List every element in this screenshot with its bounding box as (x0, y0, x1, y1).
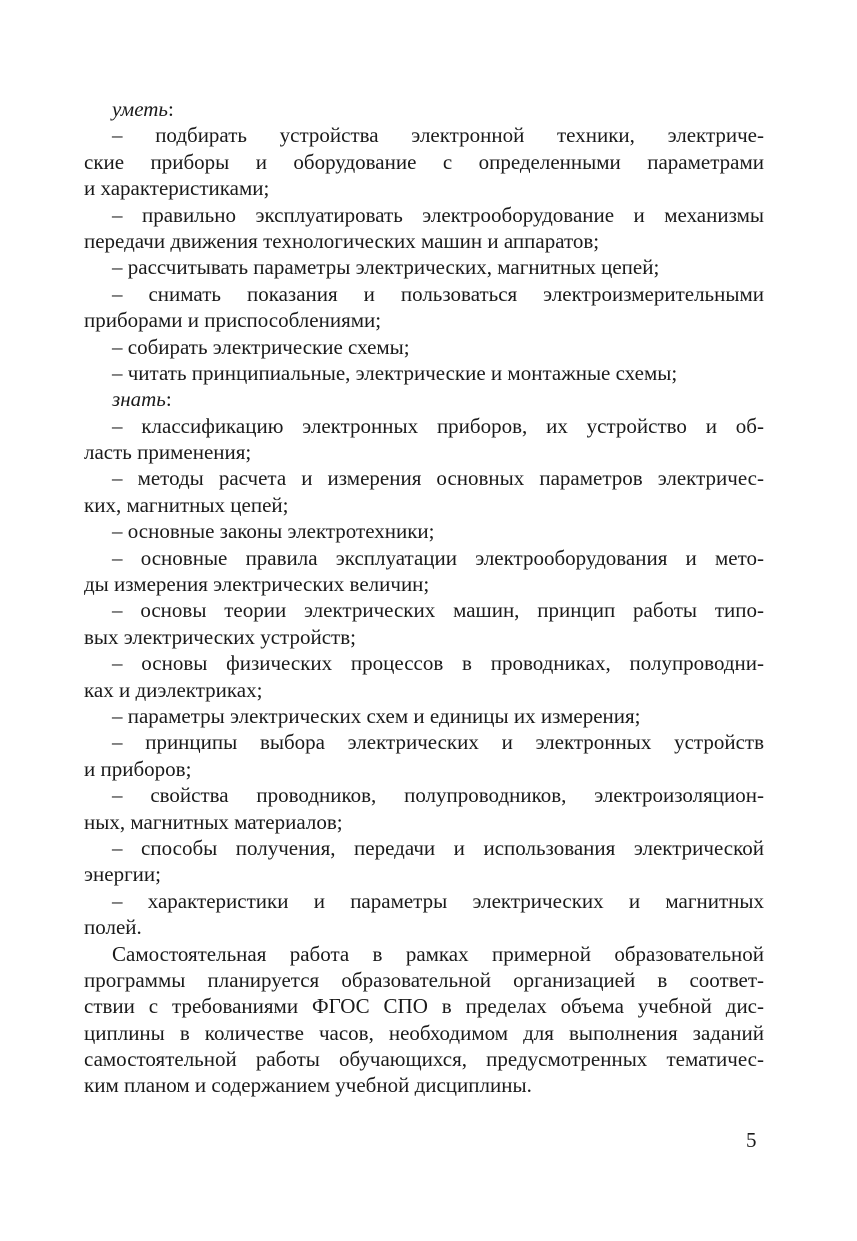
text-line: – снимать показания и пользоваться электроизмерительными (112, 281, 764, 306)
text-line: приборами и приспособлениями; (84, 308, 382, 333)
text-line: вых электрических устройств; (84, 624, 356, 649)
text-line: – читать принципиальные, электрические и монтажные схемы; (112, 360, 678, 385)
section-heading-word: знать (112, 387, 166, 412)
text-line: полей. (84, 915, 142, 940)
text-line: энергии; (84, 862, 161, 887)
text-line: – методы расчета и измерения основных параметров электричес- (112, 466, 764, 491)
text-line: – правильно эксплуатировать электрооборудование и механизмы (112, 202, 764, 227)
text-line: циплины в количестве часов, необходимом для выполнения заданий (84, 1020, 764, 1045)
text-line: – характеристики и параметры электрических и магнитных (112, 888, 764, 913)
text-line: и характеристиками; (84, 176, 270, 201)
text-line: ных, магнитных материалов; (84, 809, 343, 834)
text-line: ких, магнитных цепей; (84, 492, 289, 517)
text-line: – основы теории электрических машин, принцип работы типо- (112, 598, 764, 623)
text-line: – свойства проводников, полупроводников, электроизоляцион- (112, 783, 764, 808)
section-heading-word: уметь (112, 97, 168, 121)
section-heading-colon: : (167, 97, 174, 121)
text-line: ды измерения электрических величин; (84, 572, 430, 597)
text-line: ким планом и содержанием учебной дисциплины. (84, 1073, 532, 1098)
text-line: и приборов; (84, 756, 192, 781)
text-line: – подбирать устройства электронной техники, электриче- (112, 123, 764, 148)
section-heading (84, 96, 764, 122)
page-number: 5 (746, 1128, 757, 1152)
page-body (84, 96, 764, 1099)
text-line: ласть применения; (84, 440, 252, 465)
text-line: – основы физических процессов в проводниках, полупроводни- (112, 651, 764, 676)
text-line: ские приборы и оборудование с определенными параметрами (84, 149, 764, 174)
text-line: – способы получения, передачи и использования электрической (112, 835, 764, 860)
text-line: программы планируется образовательной организацией в соответ- (84, 967, 764, 992)
text-line: Самостоятельная работа в рамках примерной образовательной (112, 941, 764, 966)
text-line: передачи движения технологических машин и аппаратов; (84, 228, 600, 253)
text-line: самостоятельной работы обучающихся, предусмотренных тематичес- (84, 1047, 764, 1072)
text-line: ках и диэлектриках; (84, 677, 263, 702)
text-line: – рассчитывать параметры электрических, магнитных цепей; (112, 255, 660, 280)
section-heading (84, 386, 764, 412)
section-heading-colon: : (165, 387, 172, 412)
text-line: – принципы выбора электрических и электронных устройств (112, 730, 764, 755)
text-line: – параметры электрических схем и единицы их измерения; (112, 703, 641, 728)
text-line: – собирать электрические схемы; (112, 334, 410, 359)
text-line: – классификацию электронных приборов, их устройство и об- (112, 413, 764, 438)
text-line: – основные правила эксплуатации электрооборудования и мето- (112, 545, 764, 570)
text-line: ствии с требованиями ФГОС СПО в пределах объема учебной дис- (84, 994, 764, 1019)
text-line: – основные законы электротехники; (112, 519, 435, 544)
